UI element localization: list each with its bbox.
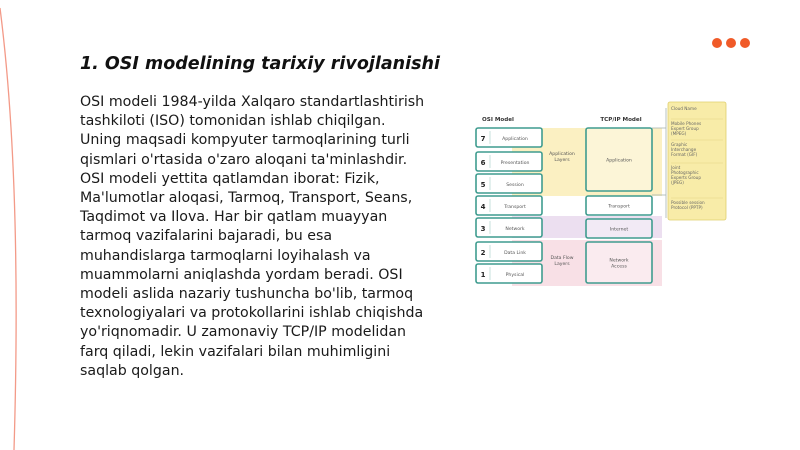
tcpip-layer-label: Internet [609,227,629,233]
osi-model-title: OSI Model [482,117,514,123]
protocol-label: Protocol (PPTP) [671,205,703,210]
tcpip-model-title: TCP/IP Model [600,117,642,123]
osi-layer-label: Session [506,183,524,188]
application-layers-label: Application [549,152,575,157]
osi-layer-label: Network [505,227,525,232]
protocol-label: Graphic [671,142,688,147]
tcpip-layer-label: Transport [608,204,630,210]
osi-layer-number: 4 [480,203,486,211]
protocol-label: Mobile Phones [671,121,702,126]
osi-layer-label: Application [502,137,528,142]
osi-layer-label: Data Link [504,251,526,256]
accent-dot [726,38,736,48]
protocol-label: (MPEG) [671,131,687,136]
tcpip-layer-label: Network [609,258,629,264]
protocol-label: Experts Group [671,175,701,180]
protocol-label: Interchange [671,147,697,152]
tcpip-layer-label: Application [606,158,632,164]
osi-layer-number: 3 [480,225,486,233]
protocol-label: (JPEG) [671,180,684,185]
osi-layer-number: 6 [480,159,486,167]
protocol-label: Joint [671,165,681,170]
osi-layer-number: 7 [480,135,486,143]
osi-tcpip-diagram [472,100,728,288]
data-flow-layers-label: Data Flow [550,256,574,261]
osi-tcpip-diagram-svg [472,100,728,288]
application-layers-label: Layers [554,158,570,163]
protocol-label: Expert Group [671,126,699,131]
protocol-label: Possible session [671,200,705,205]
accent-dot [712,38,722,48]
osi-layer-number: 1 [480,271,486,279]
slide-body-text: OSI modeli 1984-yilda Xalqaro standartlashtirish tashkiloti (ISO) tomonidan ishlab chiqilgan. Uning maqsadi kompyuter tarmoqlarining turli qismlari o'rtasida o'zaro aloqani ta'minlashdir. OSI modeli yettita qatlamdan iborat: Fizik, Ma'lumotlar aloqasi, Tarmoq, Transport, Seans, Taqdimot va Ilova. Har bir qatlam muayyan tarmoq vazifalarini bajaradi, bu esa muhandislarga tarmoqlarni loyihalash va muammolarni aniqlashda yordam beradi. OSI modeli aslida nazariy tushuncha bo'lib, tarmoq texnologiyalari va protokollarini ishlab chiqishda yo'riqnomadir. U zamonaviy TCP/IP modelidan farq qiladi, lekin vazifalari bilan muhimligini saqlab qolgan. [80,94,425,379]
protocol-label: Cloud Name [671,106,697,111]
osi-layer-label: Physical [505,273,525,278]
tcpip-layer-label: Access [611,264,627,270]
osi-layer-number: 2 [480,249,486,257]
protocol-label: Format (GIF) [671,152,698,157]
osi-layer-label: Presentation [500,161,530,166]
slide-title: 1. OSI modelining tarixiy rivojlanishi [80,54,440,74]
osi-layer-label: Transport [504,205,526,210]
data-flow-layers-label: Layers [554,262,570,267]
accent-dot [740,38,750,48]
osi-layer-number: 5 [480,181,486,189]
accent-dots [712,38,750,48]
protocol-label: Photographic [671,170,699,175]
